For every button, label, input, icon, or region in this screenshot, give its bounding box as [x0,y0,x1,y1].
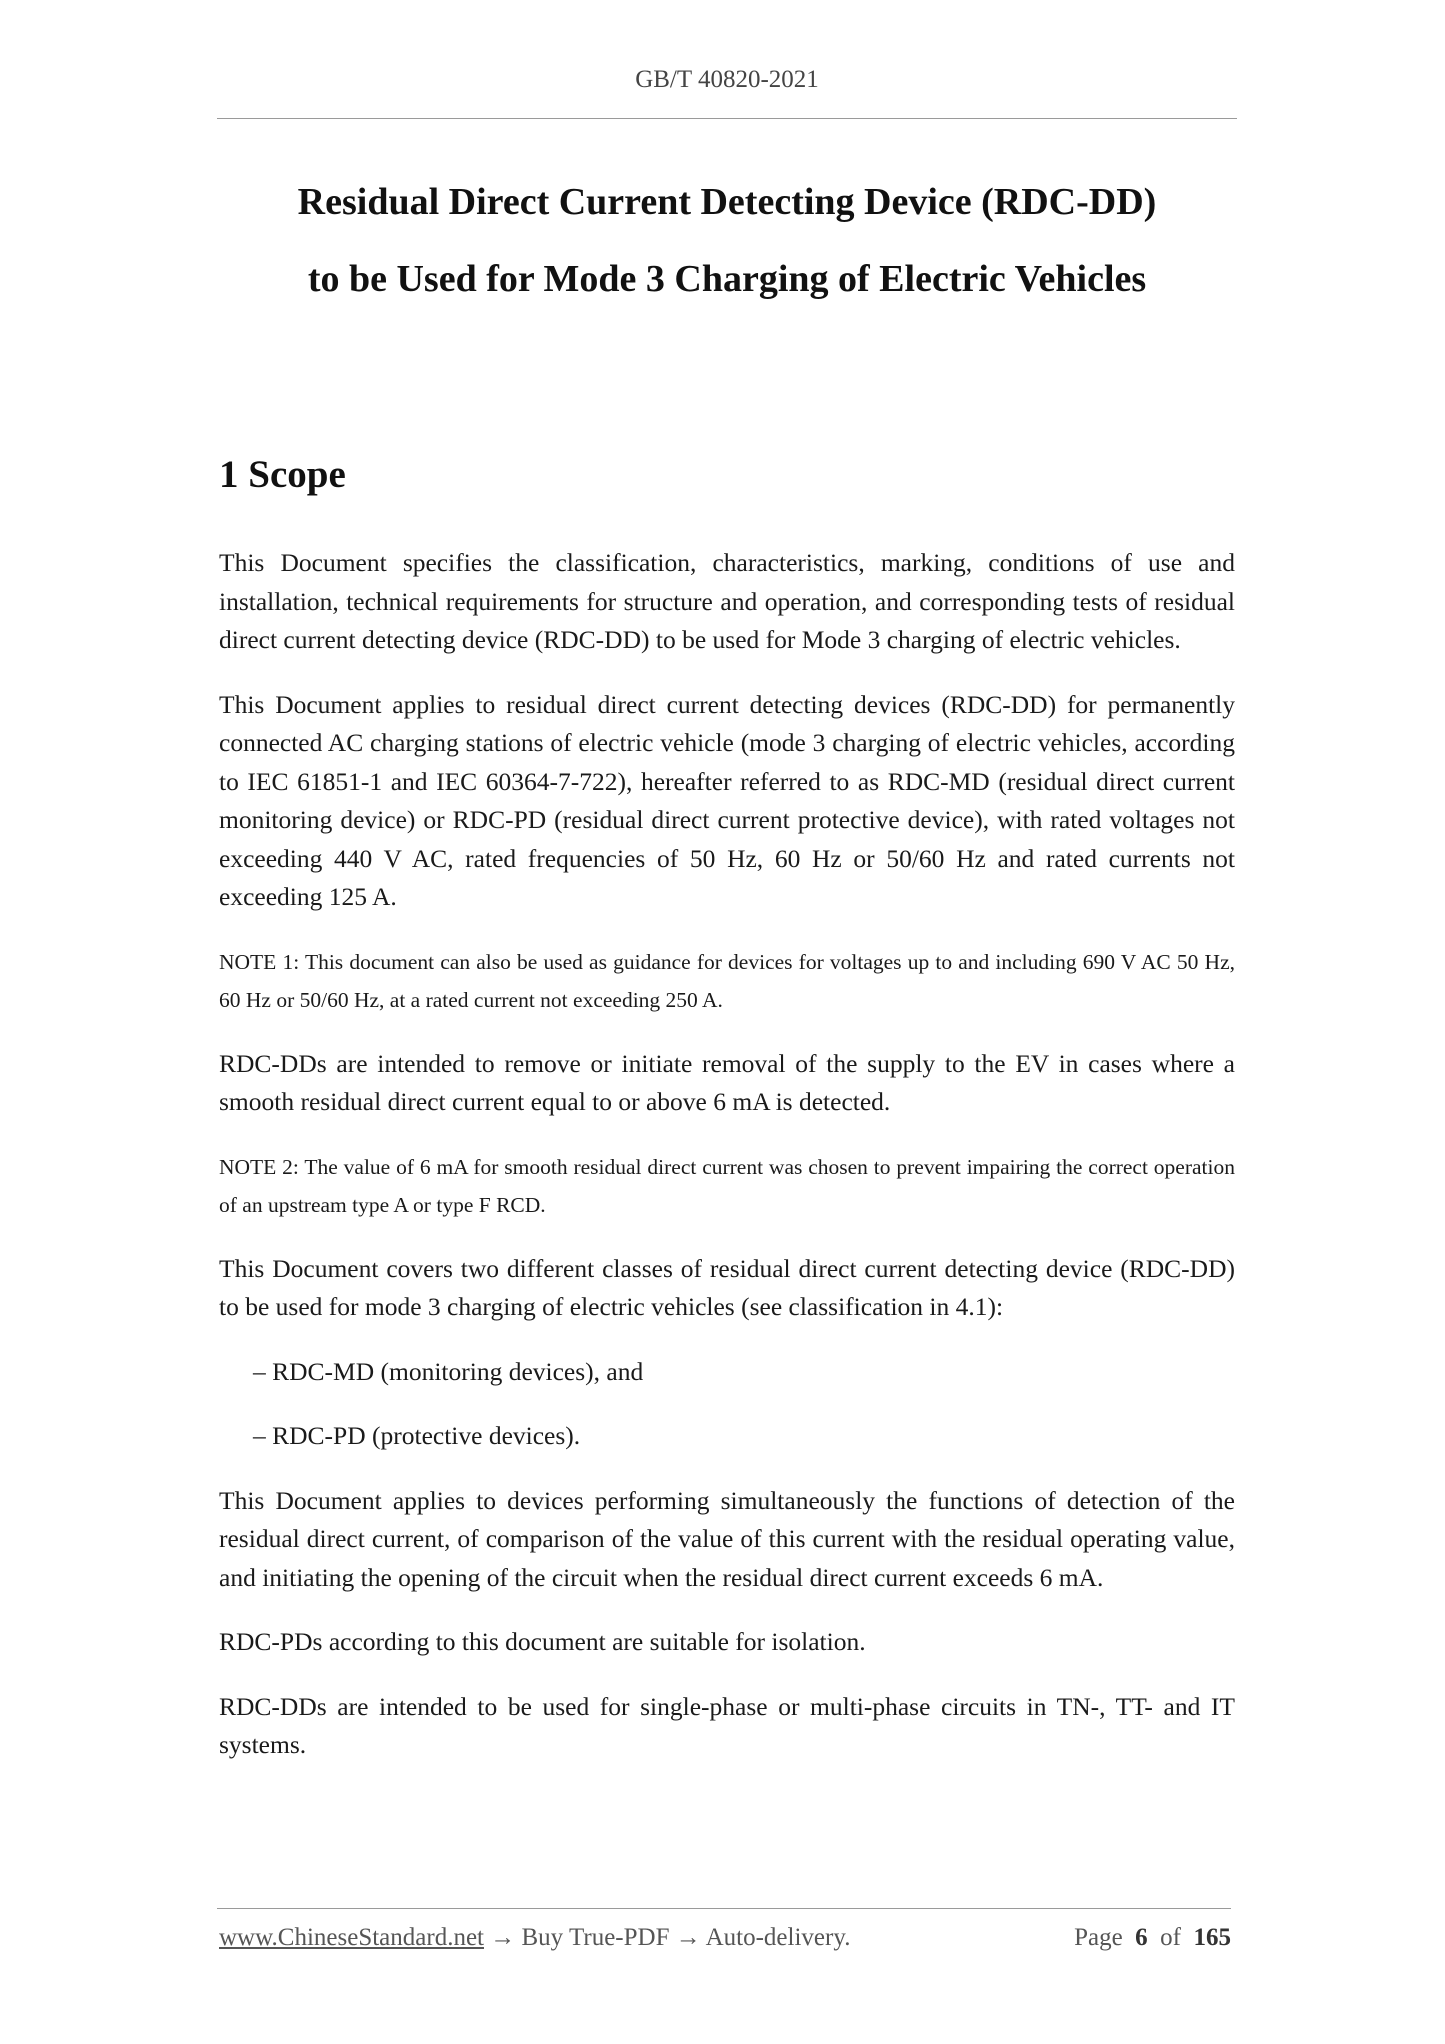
document-title-line-2: to be Used for Mode 3 Charging of Electric Vehicles [307,258,1147,300]
note-1: NOTE 1: This document can also be used as guidance for devices for voltages up to and including 690 V AC 50 Hz, 60 Hz or 50/60 Hz, at a rated current not exceeding 250 A. [219,949,1235,1012]
paragraph-5: This Document applies to devices performing simultaneously the functions of detection of the residual direct current, of comparison of the value of this current with the residual operating value, and initiating the opening of the circuit when the residual direct current exceeds 6 mA. [219,1485,1235,1592]
page-number [1074,1924,1231,1952]
list-item-rdc-md: – RDC-MD (monitoring devices), and [253,1356,644,1386]
list-item-rdc-pd: – RDC-PD (protective devices). [253,1421,581,1450]
footer-tagline: → Buy True-PDF → Auto-delivery. [484,1924,851,1951]
section-title-scope: 1 Scope [219,453,346,496]
footer-divider [217,1908,1231,1909]
paragraph-7: RDC-DDs are intended to be used for single-phase or multi-phase circuits in TN-, TT- and IT systems. [219,1691,1235,1759]
of-label: of [1160,1924,1181,1951]
note-2: NOTE 2: The value of 6 mA for smooth residual direct current was chosen to prevent impairing the correct operation of an upstream type A or type F RCD. [219,1154,1235,1217]
paragraph-2: This Document applies to residual direct current detecting devices (RDC-DD) for permanently connected AC charging stations of electric vehicle (mode 3 charging of electric vehicles, according to IEC 61851-1 and IEC 60364-7-722), hereafter referred to as RDC-MD (residual direct current monitoring device) or RDC-PD (residual direct current protective device), with rated voltages not exceeding 440 V AC, rated frequencies of 50 Hz, 60 Hz or 50/60 Hz and rated currents not exceeding 125 A. [219,689,1235,911]
header-divider [217,118,1237,119]
paragraph-4: This Document covers two different classes of residual direct current detecting device (RDC-DD) to be used for mode 3 charging of electric vehicles (see classification in 4.1): [219,1253,1235,1321]
document-code-header: GB/T 40820-2021 [635,66,819,93]
footer-promo [219,1924,850,1952]
paragraph-1: This Document specifies the classification, characteristics, marking, conditions of use and installation, technical requirements for structure and operation, and corresponding tests of residual direct current detecting device (RDC-DD) to be used for Mode 3 charging of electric vehicles. [219,548,1235,654]
paragraph-3: RDC-DDs are intended to remove or initiate removal of the supply to the EV in cases where a smooth residual direct current equal to or above 6 mA is detected. [219,1048,1235,1116]
scope-body [219,544,1235,1765]
page-footer [219,1924,1231,1952]
document-title-line-1: Residual Direct Current Detecting Device (RDC-DD) [297,181,1157,223]
page-label: Page [1074,1924,1123,1951]
page-current: 6 [1135,1924,1148,1951]
page-total: 165 [1193,1924,1231,1951]
paragraph-6: RDC-PDs according to this document are suitable for isolation. [219,1627,866,1656]
website-link[interactable]: www.ChineseStandard.net [219,1924,484,1951]
